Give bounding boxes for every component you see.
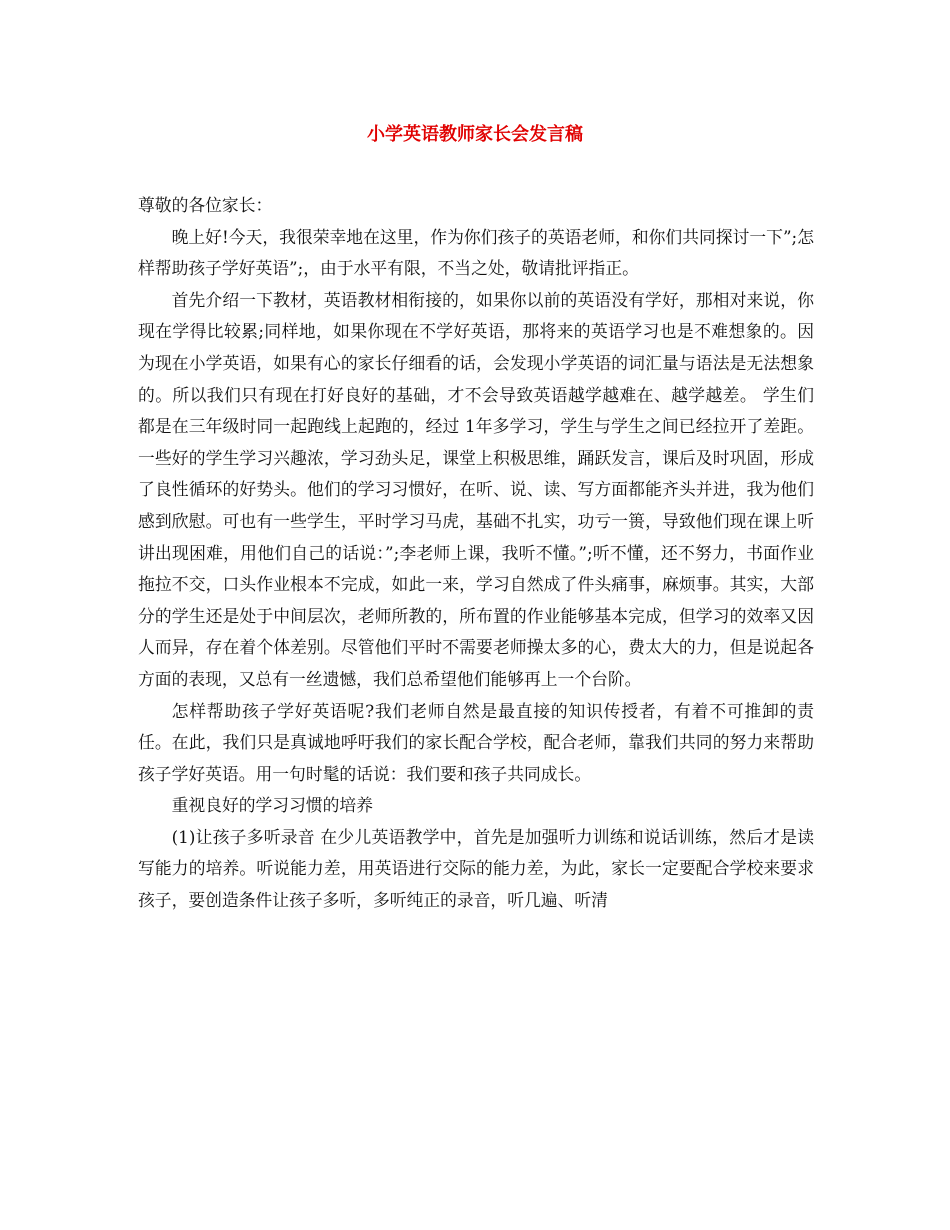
document-body	[138, 190, 814, 917]
section-heading-habits: 重视良好的学习习惯的培养	[171, 795, 373, 816]
paragraph-textbook-intro: 首先介绍一下教材，英语教材相衔接的，如果你以前的英语没有学好，那相对来说，你现在学得比较累;同样地，如果你现在不学好英语，那将来的英语学习也是不难想象的。因为现在小学英语，如果有心的家长仔细看的话，会发现小学英语的词汇量与语法是无法想象的。所以我们只有现在打好良好的基础，才不会导致英语越学越难在、越学越差。 学生们都是在三年级时同一起跑线上起跑的，经过 1年多学习，学生与学生之间已经拉开了差距。一些好的学生学习兴趣浓，学习劲头足，课堂上积极思维，踊跃发言，课后及时巩固，形成了良性循环的好势头。他们的学习习惯好，在听、说、读、写方面都能齐头并进，我为他们感到欣慰。可也有一些学生，平时学习马虎，基础不扎实，功亏一篑，导致他们现在课上听讲出现困难，用他们自己的话说：”;李老师上课，我听不懂。”;听不懂，还不努力，书面作业拖拉不交，口头作业根本不完成，如此一来，学习自然成了件头痛事，麻烦事。其实，大部分的学生还是处于中间层次，老师所教的，所布置的作业能够基本完成，但学习的效率又因人而异，存在着个体差别。尽管他们平时不需要老师操太多的心，费太大的力，但是说起各方面的表现，又总有一丝遗憾，我们总希望他们能够再上一个台阶。	[138, 289, 814, 689]
paragraph-greeting: 晚上好!今天，我很荣幸地在这里，作为你们孩子的英语老师，和你们共同探讨一下”;怎样帮助孩子学好英语”;，由于水平有限，不当之处，敬请批评指正。	[138, 226, 814, 279]
document-title: 小学英语教师家长会发言稿	[367, 124, 583, 145]
paragraph-listening: (1)让孩子多听录音 在少儿英语教学中，首先是加强听力训练和说话训练，然后才是读写能力的培养。听说能力差，用英语进行交际的能力差，为此，家长一定要配合学校来要求孩子，要创造条件让孩子多听，多听纯正的录音，听几遍、听清	[138, 826, 814, 911]
paragraph-how-to-help: 怎样帮助孩子学好英语呢?我们老师自然是最直接的知识传授者，有着不可推卸的责任。在此，我们只是真诚地呼吁我们的家长配合学校，配合老师，靠我们共同的努力来帮助孩子学好英语。用一句时髦的话说：我们要和孩子共同成长。	[138, 700, 814, 784]
salutation: 尊敬的各位家长：	[138, 195, 273, 215]
